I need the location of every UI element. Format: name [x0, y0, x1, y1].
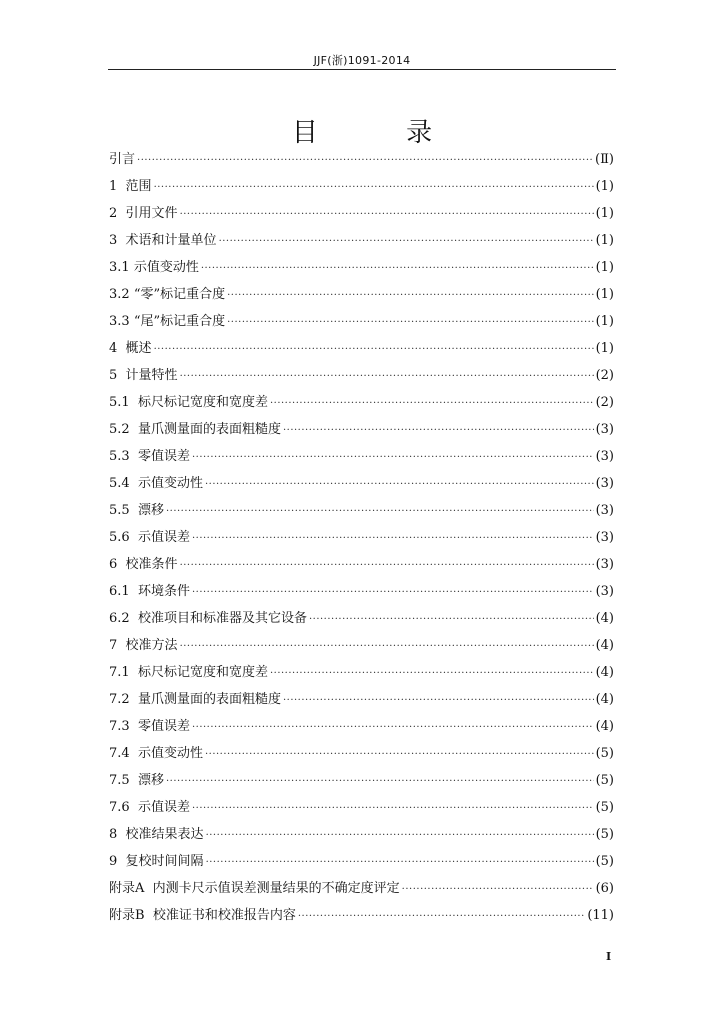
- toc-dot-leader: [309, 606, 594, 633]
- toc-entry-number: 7.5: [109, 773, 138, 788]
- toc-entry-page: (4): [595, 611, 614, 626]
- toc-dot-leader: [192, 714, 594, 741]
- toc-entry[interactable]: [109, 524, 614, 551]
- toc-entry[interactable]: [109, 173, 614, 200]
- toc-dot-leader: [270, 660, 594, 687]
- toc-entry-page: (1): [595, 287, 614, 302]
- toc-entry-page: (1): [595, 314, 614, 329]
- toc-entry-page: (3): [595, 422, 614, 437]
- toc-entry-page: (4): [595, 692, 614, 707]
- toc-entry-label: 引言: [109, 152, 136, 167]
- toc-entry-page: (3): [595, 584, 614, 599]
- toc-entry-label: 术语和计量单位: [125, 233, 217, 248]
- toc-entry-label: 校准条件: [125, 557, 178, 572]
- toc-entry-label: 零值误差: [137, 719, 190, 734]
- toc-entry[interactable]: [109, 740, 614, 767]
- toc-entry-page: (6): [595, 881, 614, 896]
- toc-entry-label: 范围: [125, 179, 152, 194]
- toc-entry-number: 6.1: [109, 584, 138, 599]
- toc-entry[interactable]: [109, 686, 614, 713]
- toc-dot-leader: [298, 903, 585, 930]
- toc-entry-number: 3.1: [109, 260, 134, 275]
- toc-entry-label: 示值误差: [137, 530, 190, 545]
- toc-dot-leader: [180, 633, 594, 660]
- toc-entry-page: (1): [595, 341, 614, 356]
- toc-dot-leader: [283, 687, 594, 714]
- toc-entry-label: 内测卡尺示值误差测量结果的不确定度评定: [152, 881, 400, 896]
- toc-entry-label: 环境条件: [137, 584, 190, 599]
- toc-entry-page: (3): [595, 557, 614, 572]
- toc-entry-page: (5): [595, 854, 614, 869]
- toc-entry-number: 附录A: [109, 881, 153, 896]
- toc-entry-number: 7.6: [109, 800, 138, 815]
- toc-entry[interactable]: [109, 632, 614, 659]
- toc-entry-number: 6: [109, 557, 126, 572]
- toc-entry-page: (2): [595, 395, 614, 410]
- toc-dot-leader: [154, 336, 594, 363]
- toc-dot-leader: [180, 201, 594, 228]
- toc-entry[interactable]: [109, 281, 614, 308]
- toc-dot-leader: [192, 579, 594, 606]
- toc-dot-leader: [180, 552, 594, 579]
- toc-entry-page: (5): [595, 800, 614, 815]
- toc-entry[interactable]: [109, 335, 614, 362]
- toc-entry-page: (1): [595, 233, 614, 248]
- toc-entry[interactable]: [109, 659, 614, 686]
- toc-entry-label: 示值误差: [137, 800, 190, 815]
- toc-entry[interactable]: [109, 875, 614, 902]
- toc-entry-page: (1): [595, 260, 614, 275]
- toc-entry[interactable]: [109, 848, 614, 875]
- toc-dot-leader: [205, 471, 594, 498]
- toc-entry-label: 计量特性: [125, 368, 178, 383]
- toc-entry-label: 校准结果表达: [125, 827, 204, 842]
- toc-entry[interactable]: [109, 902, 614, 929]
- header-rule: [108, 69, 616, 70]
- toc-entry-label: 校准项目和标准器及其它设备: [137, 611, 307, 626]
- toc-entry[interactable]: [109, 200, 614, 227]
- toc-entry-label: 漂移: [137, 503, 164, 518]
- toc-entry-label: 示值变动性: [137, 746, 203, 761]
- toc-entry-label: 漂移: [137, 773, 164, 788]
- toc-entry-page: (3): [595, 530, 614, 545]
- toc-entry-number: 5.2: [109, 422, 138, 437]
- document-code-header: JJF(浙)1091-2014: [313, 54, 411, 67]
- toc-entry[interactable]: [109, 713, 614, 740]
- toc-entry[interactable]: [109, 551, 614, 578]
- toc-entry-label: “零”标记重合度: [133, 287, 226, 302]
- toc-dot-leader: [283, 417, 594, 444]
- page-number: I: [606, 950, 612, 963]
- table-of-contents: [109, 146, 614, 929]
- toc-entry-number: 5.3: [109, 449, 138, 464]
- toc-entry-page: (3): [595, 449, 614, 464]
- toc-dot-leader: [154, 174, 594, 201]
- toc-dot-leader: [192, 444, 594, 471]
- toc-entry-number: 7.3: [109, 719, 138, 734]
- toc-entry-number: 2: [109, 206, 126, 221]
- toc-entry-page: (4): [595, 719, 614, 734]
- toc-dot-leader: [180, 363, 594, 390]
- toc-entry[interactable]: [109, 443, 614, 470]
- toc-entry-label: 量爪测量面的表面粗糙度: [137, 422, 281, 437]
- toc-dot-leader: [206, 822, 594, 849]
- toc-dot-leader: [206, 849, 594, 876]
- toc-dot-leader: [227, 282, 593, 309]
- toc-entry-page: (4): [595, 638, 614, 653]
- toc-entry-label: 概述: [125, 341, 152, 356]
- toc-entry-number: 5.6: [109, 530, 138, 545]
- toc-entry-number: 3: [109, 233, 126, 248]
- toc-entry[interactable]: [109, 254, 614, 281]
- toc-dot-leader: [166, 768, 594, 795]
- toc-entry-number: 7.1: [109, 665, 138, 680]
- toc-entry[interactable]: [109, 146, 614, 173]
- toc-entry-label: 示值变动性: [133, 260, 199, 275]
- toc-entry-page: (5): [595, 773, 614, 788]
- toc-entry-number: 6.2: [109, 611, 138, 626]
- toc-entry[interactable]: [109, 362, 614, 389]
- toc-entry-page: (11): [587, 908, 614, 923]
- toc-entry-number: 7: [109, 638, 126, 653]
- page-title: 目 录: [291, 118, 473, 148]
- toc-entry-label: 量爪测量面的表面粗糙度: [137, 692, 281, 707]
- toc-dot-leader: [192, 525, 594, 552]
- toc-entry-number: 5: [109, 368, 126, 383]
- toc-entry[interactable]: [109, 470, 614, 497]
- toc-entry-page: (1): [595, 206, 614, 221]
- toc-entry-page: (1): [595, 179, 614, 194]
- toc-entry-page: (5): [595, 827, 614, 842]
- toc-dot-leader: [137, 147, 593, 174]
- toc-dot-leader: [270, 390, 594, 417]
- toc-dot-leader: [192, 795, 594, 822]
- toc-entry-number: 5.5: [109, 503, 138, 518]
- toc-entry[interactable]: [109, 497, 614, 524]
- toc-entry-number: 5.4: [109, 476, 138, 491]
- toc-entry-number: 7.4: [109, 746, 138, 761]
- toc-entry-page: (3): [595, 503, 614, 518]
- toc-entry[interactable]: [109, 794, 614, 821]
- toc-entry[interactable]: [109, 227, 614, 254]
- toc-entry-page: (4): [595, 665, 614, 680]
- toc-entry-number: 4: [109, 341, 126, 356]
- toc-entry-label: 校准方法: [125, 638, 178, 653]
- toc-entry-label: 零值误差: [137, 449, 190, 464]
- toc-entry-number: 9: [109, 854, 126, 869]
- toc-entry-number: 8: [109, 827, 126, 842]
- toc-entry[interactable]: [109, 389, 614, 416]
- toc-entry-label: 引用文件: [125, 206, 178, 221]
- toc-entry-number: 3.2: [109, 287, 134, 302]
- toc-dot-leader: [227, 309, 593, 336]
- toc-entry-page: (5): [595, 746, 614, 761]
- toc-entry[interactable]: [109, 605, 614, 632]
- toc-entry-number: 附录B: [109, 908, 153, 923]
- toc-entry-label: 校准证书和校准报告内容: [152, 908, 296, 923]
- toc-entry-number: 7.2: [109, 692, 138, 707]
- toc-entry[interactable]: [109, 416, 614, 443]
- toc-entry[interactable]: [109, 308, 614, 335]
- toc-dot-leader: [201, 255, 594, 282]
- toc-entry-label: 标尺标记宽度和宽度差: [137, 665, 268, 680]
- toc-dot-leader: [205, 741, 594, 768]
- toc-entry-page: (2): [595, 368, 614, 383]
- toc-entry-number: 5.1: [109, 395, 138, 410]
- toc-entry-number: 1: [109, 179, 126, 194]
- toc-entry-number: 3.3: [109, 314, 134, 329]
- toc-entry-page: (3): [595, 476, 614, 491]
- toc-entry-label: 标尺标记宽度和宽度差: [137, 395, 268, 410]
- toc-entry[interactable]: [109, 821, 614, 848]
- toc-entry[interactable]: [109, 767, 614, 794]
- toc-entry-page: (Ⅱ): [595, 152, 614, 167]
- toc-dot-leader: [402, 876, 594, 903]
- toc-dot-leader: [166, 498, 594, 525]
- toc-entry-label: 示值变动性: [137, 476, 203, 491]
- toc-entry[interactable]: [109, 578, 614, 605]
- toc-entry-label: 复校时间间隔: [125, 854, 204, 869]
- toc-dot-leader: [219, 228, 594, 255]
- toc-entry-label: “尾”标记重合度: [133, 314, 226, 329]
